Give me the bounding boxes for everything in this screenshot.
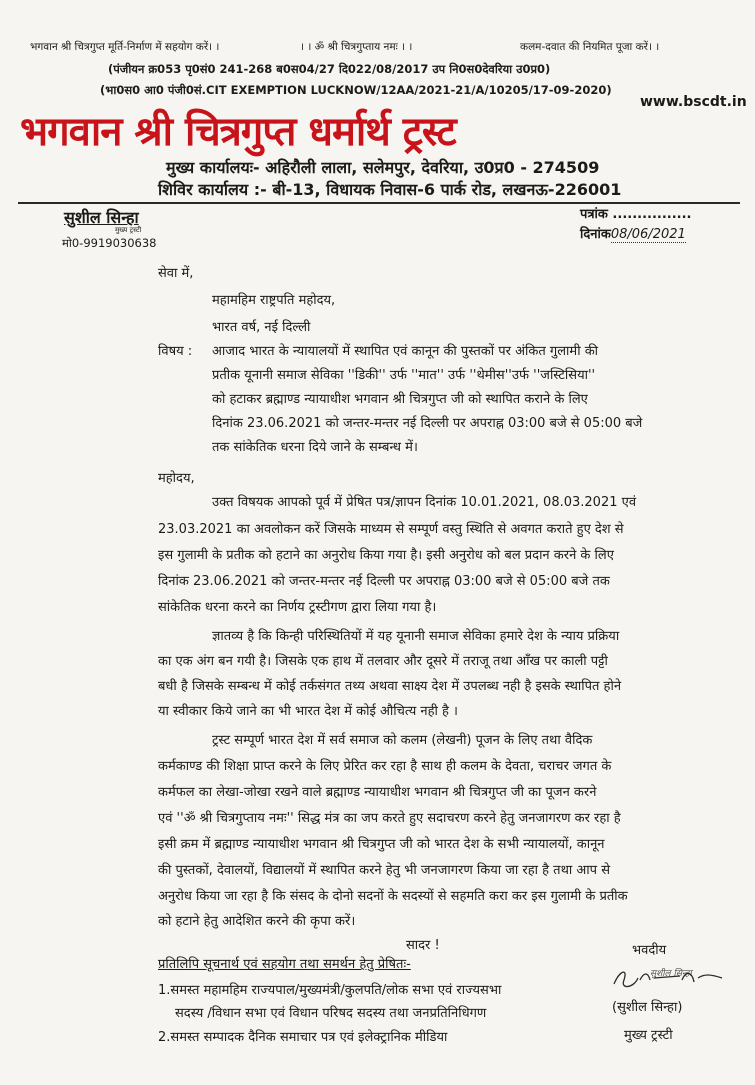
salutation-to: सेवा में, — [158, 266, 194, 281]
addressee-1: महामहिम राष्ट्रपति महोदय, — [212, 293, 336, 308]
subject-line: प्रतीक यूनानी समाज सेविका ''डिकी'' उर्फ ''मात'' उर्फ ''थेमीस''उर्फ ''जस्टिसिया'' — [212, 368, 596, 383]
copy-item-1b: सदस्य /विधान सभा एवं विधान परिषद सदस्य तथा जनप्रतिनिधिगण — [175, 1006, 487, 1021]
sender-role: मुख्य ट्रस्टी — [115, 226, 142, 234]
sender-name: सुशील सिन्हा — [64, 208, 139, 227]
signatory-role: मुख्य ट्रस्टी — [624, 1028, 673, 1043]
copy-item-2: 2.समस्त सम्पादक दैनिक समाचार पत्र एवं इलेक्ट्रानिक मीडिया — [158, 1030, 448, 1045]
subject-line: आजाद भारत के न्यायालयों में स्थापित एवं कानून की पुस्तकों पर अंकित गुलामी की — [212, 344, 599, 359]
exemption-line: (भा0स0 आ0 पंजी0सं.CIT EXEMPTION LUCKNOW/12AA/2021-21/A/10205/17-09-2020) — [100, 83, 612, 97]
para2-line: बधी है जिसके सम्बन्ध में कोई तर्कसंगत तथ्य अथवा साक्ष्य देश में उपलब्ध नही है इसके स्थापित होने — [158, 679, 622, 694]
greeting: महोदय, — [158, 471, 195, 486]
dinank — [580, 224, 686, 242]
para3-line: कर्मफल का लेखा-जोखा रखने वाले ब्रह्माण्ड न्यायाधीश भगवान श्री चित्रगुप्त जी का पूजन करने — [158, 785, 597, 800]
para3-line: इसी क्रम में ब्रह्माण्ड न्यायाधीश भगवान श्री चित्रगुप्त जी को भारत देश के सभी न्यायालयों, कानून — [158, 837, 605, 852]
handwritten-signature — [610, 960, 730, 994]
subject-line: दिनांक 23.06.2021 को जन्तर-मन्तर नई दिल्ली पर अपराह्न 03:00 बजे से 05:00 बजे — [212, 416, 643, 431]
dinank-label: दिनांक — [580, 227, 611, 242]
sender-mobile: मो0-9919030638 — [62, 236, 157, 250]
patrank: पत्रांक ................ — [580, 207, 692, 222]
trust-title: भगवान श्री चित्रगुप्त धर्मार्थ ट्रस्ट — [20, 109, 456, 155]
para1-line: उक्त विषयक आपको पूर्व में प्रेषित पत्र/ज्ञापन दिनांक 10.01.2021, 08.03.2021 एवं — [212, 495, 637, 510]
para3-line: की पुस्तकों, देवालयों, विद्यालयों में स्थापित करने हेतु भी जनजागरण किया जा रहा है तथा आप से — [158, 863, 610, 878]
registration-line: (पंजीयन क्र053 पृ0सं0 241-268 ब0स04/27 दि022/08/2017 उप नि0स0देवरिया उ0प्र0) — [108, 62, 551, 76]
copy-heading: प्रतिलिपि सूचनार्थ एवं सहयोग तथा समर्थन हेतु प्रेषितः- — [158, 957, 411, 972]
addressee-2: भारत वर्ष, नई दिल्ली — [212, 320, 311, 335]
para2-line: का एक अंग बन गयी है। जिसके एक हाथ में तलवार और दूसरे में तराजू तथा आँख पर काली पट्टी — [158, 654, 608, 669]
regards: सादर ! — [406, 938, 440, 953]
para3-line: को हटाने हेतु आदेशित करने की कृपा करें। — [158, 914, 356, 929]
subject-label: विषय : — [158, 344, 193, 359]
para1-line: दिनांक 23.06.2021 को जन्तर-मन्तर नई दिल्ली पर अपराह्न 03:00 बजे से 05:00 बजे तक — [158, 574, 610, 589]
website: www.bscdt.in — [640, 94, 747, 110]
para3-line: एवं ''ॐ श्री चित्रगुप्ताय नमः'' सिद्ध मंत्र का जप करते हुए सदाचरण करने हेतु जनजागरण कर रहा है — [158, 811, 621, 826]
header-top-right: कलम-दवात की नियमित पूजा करें। । — [520, 41, 660, 53]
subject-line: तक सांकेतिक धरना दिये जाने के सम्बन्ध में। — [212, 440, 418, 455]
signatory-name: (सुशील सिन्हा) — [612, 1000, 683, 1015]
head-office: मुख्य कार्यालयः- अहिरौली लाला, सलेमपुर, देवरिया, उ0प्र0 - 274509 — [166, 158, 600, 177]
para1-line: सांकेतिक धरना करने का निर्णय ट्रस्टीगण द्वारा लिया गया है। — [158, 600, 437, 615]
closing: भवदीय — [632, 943, 667, 958]
dinank-value: 08/06/2021 — [610, 227, 686, 242]
signature-text: सुशील सिन्हा — [650, 969, 692, 979]
para3-line: कर्मकाण्ड की शिक्षा प्राप्त करने के लिए प्रेरित कर रहा है साथ ही कलम के देवता, चराचर जगत के — [158, 759, 612, 774]
header-top-center: । । ॐ श्री चित्रगुप्ताय नमः । । — [300, 41, 413, 53]
header-top-left: भगवान श्री चित्रगुप्त मूर्ति-निर्माण में सहयोग करें। । — [30, 41, 220, 53]
subject-line: को हटाकर ब्रह्माण्ड न्यायाधीश भगवान श्री चित्रगुप्त जी को स्थापित कराने के लिए — [212, 392, 588, 407]
para3-line: ट्रस्ट सम्पूर्ण भारत देश में सर्व समाज को कलम (लेखनी) पूजन के लिए तथा वैदिक — [212, 733, 593, 748]
para1-line: 23.03.2021 का अवलोकन करें जिसके माध्यम से सम्पूर्ण वस्तु स्थिति से अवगत कराते हुए देश से — [158, 522, 624, 537]
copy-item-1a: 1.समस्त महामहिम राज्यपाल/मुख्यमंत्री/कुलपति/लोक सभा एवं राज्यसभा — [158, 983, 502, 998]
para2-line: या स्वीकार किये जाने का भी भारत देश में कोई औचित्य नही है । — [158, 704, 458, 719]
camp-office: शिविर कार्यालय :- बी-13, विधायक निवास-6 पार्क रोड, लखनऊ-226001 — [158, 180, 622, 199]
para1-line: इस गुलामी के प्रतीक को हटाने का अनुरोध किया गया है। इसी अनुरोध को बल प्रदान करने के लिए — [158, 548, 614, 563]
para2-line: ज्ञातव्य है कि किन्ही परिस्थितियों में यह यूनानी समाज सेविका हमारे देश के न्याय प्रक्रिया — [212, 629, 620, 644]
para3-line: अनुरोध किया जा रहा है कि संसद के दोनो सदनों के सदस्यों से सहमति करा कर इस गुलामी के प्रतीक — [158, 889, 628, 904]
